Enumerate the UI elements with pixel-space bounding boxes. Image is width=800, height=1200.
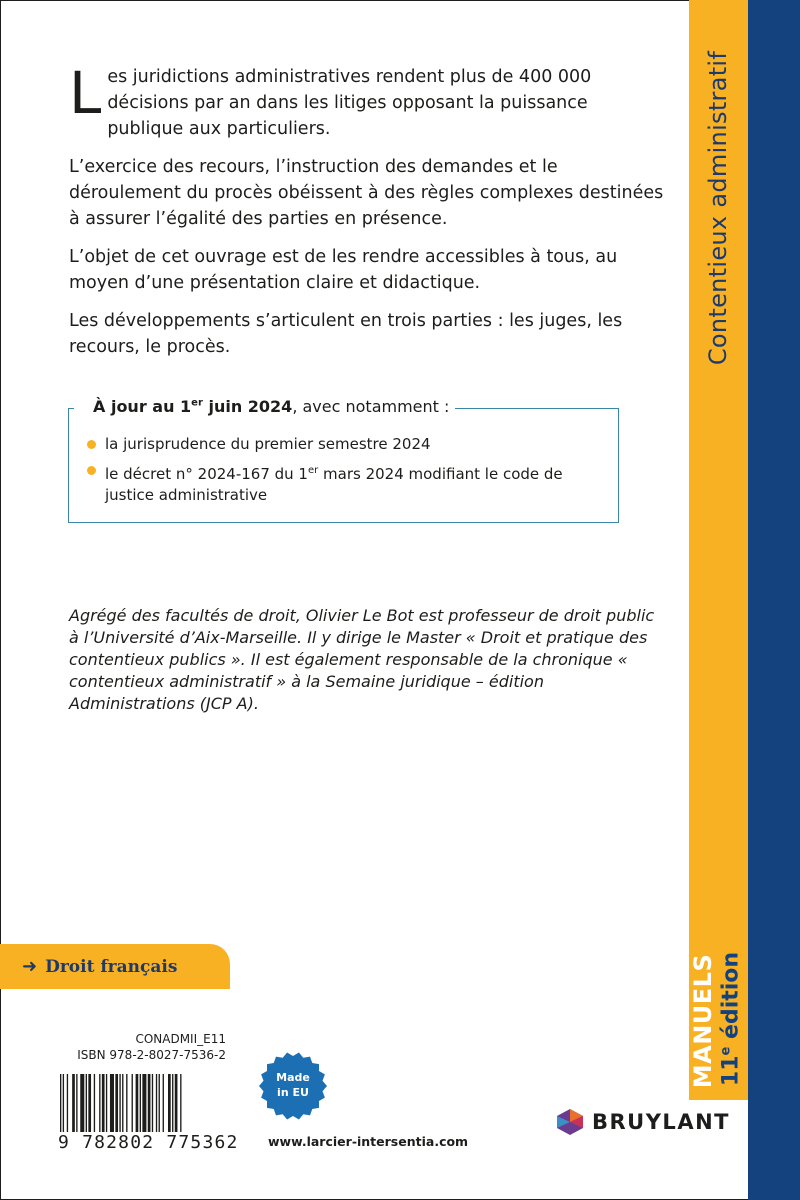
update-box bbox=[68, 397, 619, 523]
barcode-bar bbox=[168, 1074, 171, 1132]
spine-blue-band bbox=[748, 0, 800, 1200]
update-box-border-left bbox=[68, 408, 74, 409]
barcode-bar bbox=[63, 1074, 64, 1132]
arrow-right-icon: ➜ bbox=[22, 956, 38, 977]
barcode-bar bbox=[119, 1074, 120, 1132]
barcode-bar bbox=[72, 1074, 75, 1132]
update-title-date: juin 2024 bbox=[202, 397, 293, 416]
spine-edition bbox=[718, 952, 743, 1086]
spine-title: Contentieux administratif bbox=[704, 50, 732, 366]
made-in-eu-label bbox=[259, 1070, 327, 1100]
barcode-bar bbox=[115, 1074, 118, 1132]
dropcap: L bbox=[69, 59, 102, 127]
intro-text bbox=[69, 59, 669, 372]
barcode-bar bbox=[156, 1074, 157, 1132]
collection-tab bbox=[0, 944, 230, 989]
product-codes bbox=[77, 1031, 226, 1063]
list-item-text-rest: mars 2024 modifiant le code de justice administrative bbox=[105, 465, 563, 504]
list-item bbox=[87, 460, 607, 506]
barcode-bar bbox=[110, 1074, 114, 1132]
barcode-bar bbox=[102, 1074, 105, 1132]
barcode-bar bbox=[88, 1074, 91, 1132]
barcode-bar bbox=[142, 1074, 146, 1132]
intro-paragraph-3: L’objet de cet ouvrage est de les rendre accessibles à tous, au moyen d’une présentation claire et didactique. bbox=[69, 247, 618, 293]
badge-line-1: Made bbox=[276, 1071, 310, 1084]
edition-number: 11 bbox=[718, 1055, 744, 1087]
barcode-digits: 9 782802 775362 bbox=[58, 1132, 239, 1153]
barcode-bar bbox=[132, 1074, 133, 1132]
update-title-sup: er bbox=[191, 397, 203, 409]
barcode-bar bbox=[60, 1074, 61, 1132]
barcode-bar bbox=[152, 1074, 153, 1132]
barcode-bar bbox=[175, 1074, 178, 1132]
badge-line-2: in EU bbox=[277, 1086, 309, 1099]
barcode-bar bbox=[67, 1074, 68, 1132]
update-box-border-right bbox=[436, 408, 619, 409]
website-url: www.larcier-intersentia.com bbox=[268, 1134, 469, 1149]
barcode-bar bbox=[140, 1074, 141, 1132]
bullet-icon bbox=[87, 466, 96, 475]
publisher-logo bbox=[556, 1108, 730, 1136]
bruylant-logo-icon bbox=[556, 1108, 584, 1136]
barcode-bar bbox=[94, 1074, 95, 1132]
intro-paragraph-1 bbox=[69, 59, 669, 142]
barcode-bar bbox=[122, 1074, 123, 1132]
barcode-bar bbox=[86, 1074, 87, 1132]
barcode-bar bbox=[126, 1074, 127, 1132]
author-bio: Agrégé des facultés de droit, Olivier Le Bot est professeur de droit public à l’Université d’Aix-Marseille. Il y dirige le Master « Droit et pratique des contentieux publics ». Il est également responsable de la chronique « contentieux administratif » à la Semaine juridique – édition Administrations (JCP A). bbox=[69, 606, 655, 713]
barcode-bar bbox=[159, 1074, 160, 1132]
barcode-bar bbox=[136, 1074, 139, 1132]
barcode bbox=[58, 1074, 230, 1132]
bullet-icon bbox=[87, 440, 96, 449]
list-item-sup: er bbox=[307, 465, 319, 476]
update-list bbox=[87, 434, 607, 511]
intro-paragraph-4: Les développements s’articulent en trois parties : les juges, les recours, le procès. bbox=[69, 311, 623, 357]
update-title-rest: , avec notamment : bbox=[292, 397, 450, 416]
list-item-text: le décret n° 2024-167 du 1 bbox=[105, 465, 308, 483]
update-box-title bbox=[89, 397, 455, 416]
update-title-prefix: À jour au 1 bbox=[93, 397, 192, 416]
barcode-bar bbox=[148, 1074, 151, 1132]
intro-paragraph-2: L’exercice des recours, l’instruction des demandes et le déroulement du procès obéissent à des règles complexes destinées à assurer l’égalité des parties en présence. bbox=[69, 157, 664, 229]
collection-label: Droit français bbox=[45, 956, 178, 977]
isbn: ISBN 978-2-8027-7536-2 bbox=[77, 1048, 226, 1062]
barcode-bar bbox=[106, 1074, 107, 1132]
publisher-name: BRUYLANT bbox=[592, 1110, 730, 1134]
spine-collection-name: MANUELS bbox=[689, 953, 717, 1089]
list-item bbox=[87, 434, 607, 455]
product-code: CONADMII_E11 bbox=[135, 1032, 226, 1046]
barcode-bar bbox=[99, 1074, 100, 1132]
list-item-text: la jurisprudence du premier semestre 2024 bbox=[105, 435, 431, 453]
barcode-bar bbox=[80, 1074, 84, 1132]
barcode-bar bbox=[163, 1074, 164, 1132]
barcode-bar bbox=[180, 1074, 181, 1132]
barcode-bar bbox=[76, 1074, 77, 1132]
edition-word: édition bbox=[718, 951, 744, 1039]
barcode-bar bbox=[172, 1074, 173, 1132]
intro-paragraph-1-text: es juridictions administratives rendent plus de 400 000 décisions par an dans les litiges opposant la puissance publique aux particuliers. bbox=[107, 67, 592, 139]
edition-suffix: e bbox=[718, 1046, 734, 1056]
